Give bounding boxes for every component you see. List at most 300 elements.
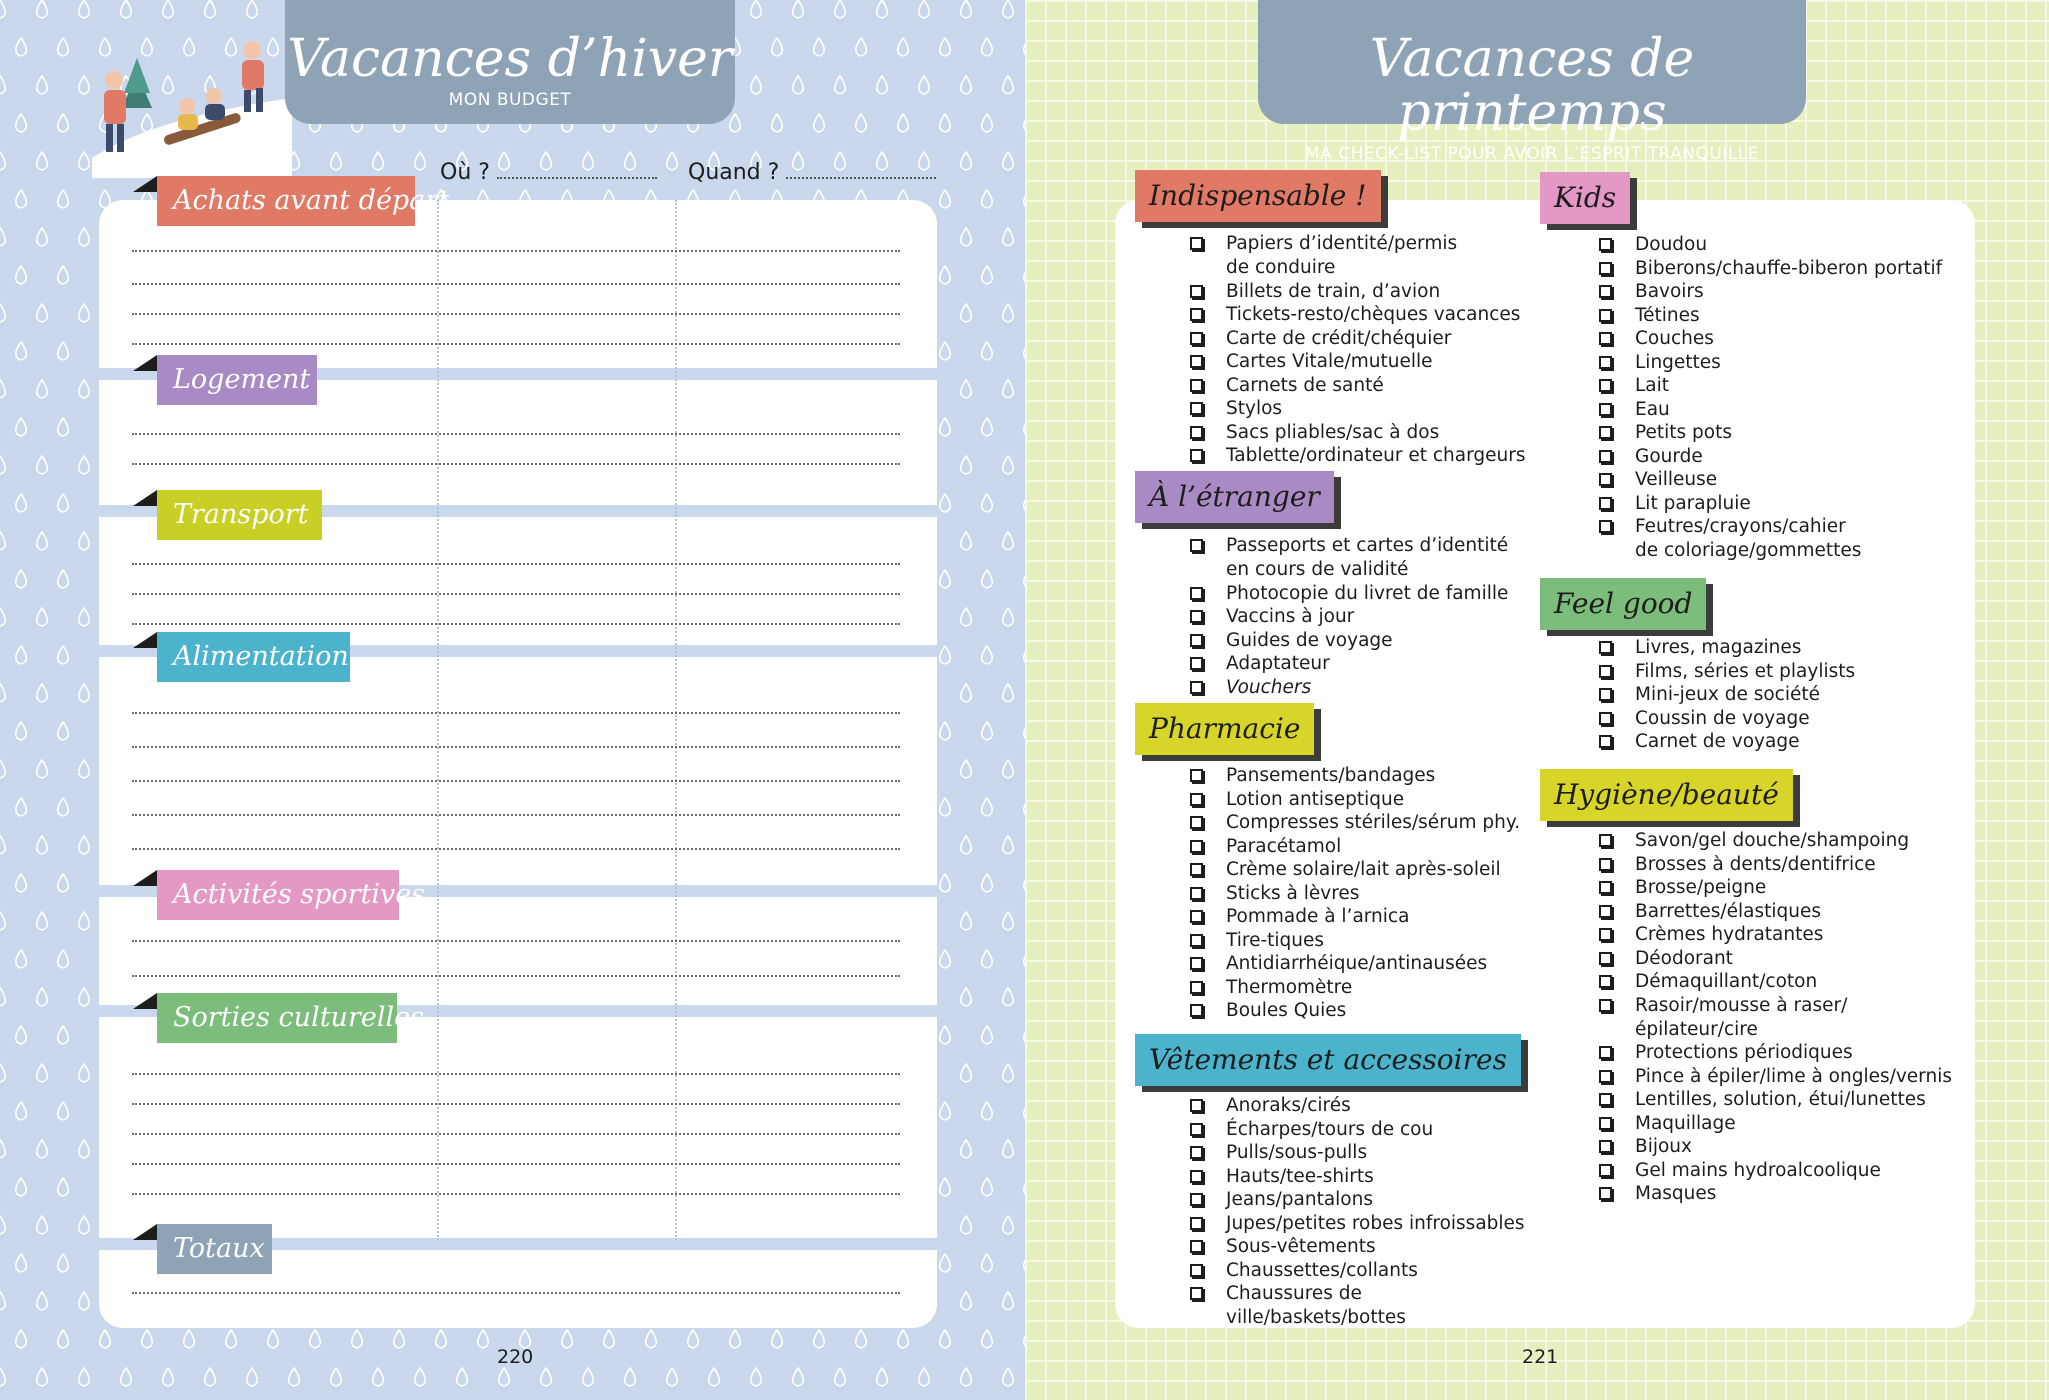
checkbox-icon[interactable] [1190,237,1203,250]
checklist-item[interactable] [1190,676,1530,700]
checkbox-icon[interactable] [1190,355,1203,368]
section-label: Logement [173,364,311,395]
checkbox-icon[interactable] [1599,641,1612,654]
checklist-item[interactable] [1190,1094,1530,1118]
checkbox-icon[interactable] [1599,1070,1612,1083]
checklist-vetements [1190,1094,1530,1330]
when-dotted-line [786,165,936,179]
raindrop [1003,1064,1014,1082]
checklist-item[interactable] [1599,876,1969,900]
budget-line[interactable] [132,1103,900,1105]
checklist-item[interactable] [1599,1065,1969,1089]
checklist-item-label: Carte de crédit/chéquier [1226,327,1452,349]
checkbox-icon[interactable] [1599,262,1612,275]
raindrop [373,1368,384,1386]
raindrop [58,418,69,436]
budget-line[interactable] [132,1193,900,1195]
checkbox-icon[interactable] [1599,356,1612,369]
raindrop [0,76,5,94]
checklist-kids [1599,233,1969,563]
raindrop [856,38,867,56]
raindrop [940,190,951,208]
raindrop [0,1064,5,1082]
checklist-item[interactable] [1599,421,1969,445]
checklist-item[interactable] [1190,1235,1530,1259]
raindrop [79,1064,90,1082]
raindrop [58,798,69,816]
checklist-item[interactable] [1599,970,1969,994]
category-kids [1540,172,1630,224]
section-ribbon-logement [157,355,317,405]
checkbox-icon[interactable] [1599,1187,1612,1200]
raindrop [940,1330,951,1348]
raindrop [835,76,846,94]
checklist-item[interactable] [1190,350,1530,374]
raindrop [583,1368,594,1386]
where-label: Où ? [440,160,490,185]
raindrop [16,1330,27,1348]
budget-line[interactable] [132,780,900,782]
checklist-item[interactable] [1599,257,1969,281]
checklist-item-label: Tablette/ordinateur et chargeurs [1226,445,1526,466]
category-indispensable [1135,170,1381,222]
checkbox-icon[interactable] [1190,587,1203,600]
checkbox-icon[interactable] [1599,881,1612,894]
raindrop [961,836,972,854]
raindrop [982,1178,993,1196]
budget-line[interactable] [132,563,900,565]
checklist-item-label: Barrettes/élastiques [1635,900,1822,922]
raindrop [982,266,993,284]
checkbox-icon[interactable] [1599,712,1612,725]
raindrop [58,1330,69,1348]
checklist-item[interactable] [1599,683,1969,707]
checklist-item[interactable] [1190,629,1530,653]
checklist-item[interactable] [1599,730,1969,754]
checklist-item[interactable] [1190,1118,1530,1142]
checklist-item-label: Sacs pliables/sac à dos [1226,421,1440,443]
budget-line[interactable] [132,283,900,285]
checklist-item-label: Eau [1635,398,1670,420]
checklist-item-label: Hauts/tee-shirts [1226,1165,1374,1187]
checklist-item[interactable] [1599,398,1969,422]
checkbox-icon[interactable] [1599,450,1612,463]
raindrop [142,1330,153,1348]
checkbox-icon[interactable] [1599,905,1612,918]
checkbox-icon[interactable] [1190,1264,1203,1277]
checkbox-icon[interactable] [1190,1123,1203,1136]
checklist-item-label: Bijoux [1635,1136,1692,1157]
checkbox-icon[interactable] [1190,681,1203,694]
page-number-left: 220 [497,1346,534,1368]
checklist-item[interactable] [1599,1135,1969,1159]
checkbox-icon[interactable] [1599,975,1612,988]
checkbox-icon[interactable] [1599,858,1612,871]
raindrop [37,608,48,626]
checklist-item[interactable] [1190,835,1530,859]
budget-line[interactable] [132,814,900,816]
checklist-item[interactable] [1599,829,1969,853]
raindrop [982,38,993,56]
checklist-item[interactable] [1599,994,1969,1042]
raindrop [961,304,972,322]
budget-line[interactable] [132,746,900,748]
checkbox-icon[interactable] [1190,1240,1203,1253]
budget-line[interactable] [132,593,900,595]
checklist-item[interactable] [1190,534,1530,582]
ribbon-fold [133,993,157,1009]
checkbox-icon[interactable] [1190,402,1203,415]
section-ribbon-achats [157,176,450,226]
checkbox-icon[interactable] [1190,379,1203,392]
raindrop [772,1330,783,1348]
raindrop [835,1368,846,1386]
checklist-item[interactable] [1190,652,1530,676]
raindrop [898,1330,909,1348]
checklist-item[interactable] [1190,397,1530,421]
raindrop [415,152,426,170]
raindrop [79,380,90,398]
raindrop [16,114,27,132]
budget-line[interactable] [132,250,900,252]
checkbox-icon[interactable] [1190,840,1203,853]
checklist-item[interactable] [1599,707,1969,731]
checkbox-icon[interactable] [1190,793,1203,806]
checkbox-icon[interactable] [1599,1093,1612,1106]
raindrop [16,798,27,816]
raindrop [247,0,258,18]
checklist-item[interactable] [1190,421,1530,445]
checklist-item[interactable] [1599,923,1969,947]
checklist-item[interactable] [1599,1112,1969,1136]
raindrop [898,114,909,132]
raindrop [37,1064,48,1082]
checkbox-icon[interactable] [1599,735,1612,748]
checkbox-icon[interactable] [1599,309,1612,322]
checklist-item[interactable] [1190,1188,1530,1212]
column-divider [675,200,677,1240]
budget-line[interactable] [132,712,900,714]
checkbox-icon[interactable] [1599,1164,1612,1177]
checklist-item-label: Démaquillant/coton [1635,971,1818,992]
ribbon-fold [133,176,157,192]
checkbox-icon[interactable] [1190,934,1203,947]
section-ribbon-activites [157,870,426,920]
checklist-item[interactable] [1599,660,1969,684]
checklist-item[interactable] [1599,351,1969,375]
checklist-item-label: Paracétamol [1226,835,1342,857]
raindrop [940,722,951,740]
raindrop [184,1330,195,1348]
checkbox-icon[interactable] [1190,981,1203,994]
raindrop [940,950,951,968]
raindrop [1003,912,1014,930]
checklist-item-label: Gel mains hydroalcoolique [1635,1159,1881,1181]
raindrop [79,76,90,94]
raindrop [730,114,741,132]
budget-line[interactable] [132,975,900,977]
budget-line[interactable] [132,343,900,345]
raindrop [856,114,867,132]
checklist-item-label: Chaussures de ville/baskets/bottes [1226,1283,1406,1328]
budget-line[interactable] [132,940,900,942]
checklist-item[interactable] [1190,374,1530,398]
checkbox-icon[interactable] [1599,426,1612,439]
checkbox-icon[interactable] [1599,952,1612,965]
checkbox-icon[interactable] [1190,769,1203,782]
checklist-item-label: Adaptateur [1226,653,1330,674]
checkbox-icon[interactable] [1190,1193,1203,1206]
when-field[interactable] [688,160,936,185]
checklist-item[interactable] [1599,233,1969,257]
page-number-right: 221 [1522,1346,1559,1368]
checkbox-icon[interactable] [1190,657,1203,670]
checklist-item[interactable] [1599,445,1969,469]
checklist-item[interactable] [1599,492,1969,516]
checklist-item-label: Protections périodiques [1635,1042,1853,1063]
checkbox-icon[interactable] [1190,1170,1203,1183]
raindrop [625,1368,636,1386]
checkbox-icon[interactable] [1599,473,1612,486]
checklist-item[interactable] [1599,515,1969,563]
checkbox-icon[interactable] [1190,1004,1203,1017]
raindrop [1003,304,1014,322]
checklist-item[interactable] [1190,605,1530,629]
checkbox-icon[interactable] [1190,816,1203,829]
checkbox-icon[interactable] [1599,1046,1612,1059]
raindrop [982,1102,993,1120]
raindrop [16,418,27,436]
raindrop [940,1178,951,1196]
checklist-item[interactable] [1599,374,1969,398]
checkbox-icon[interactable] [1599,999,1612,1012]
budget-line[interactable] [132,463,900,465]
where-field[interactable] [440,160,657,185]
raindrop [373,152,384,170]
checklist-item[interactable] [1599,1041,1969,1065]
raindrop [37,304,48,322]
checkbox-icon[interactable] [1599,834,1612,847]
raindrop [37,76,48,94]
raindrop [79,1292,90,1310]
checkbox-icon[interactable] [1599,238,1612,251]
raindrop [37,988,48,1006]
checklist-item-label: Brosses à dents/dentifrice [1635,853,1876,875]
checklist-item[interactable] [1190,905,1530,929]
raindrop [982,646,993,664]
checklist-item[interactable] [1599,327,1969,351]
checklist-item[interactable] [1190,811,1530,835]
checklist-item[interactable] [1190,788,1530,812]
checklist-item-label: Maquillage [1635,1112,1736,1134]
checklist-item-label: Boules Quies [1226,1000,1347,1021]
budget-line[interactable] [132,1292,900,1294]
checklist-item[interactable] [1190,999,1530,1023]
budget-line[interactable] [132,1073,900,1075]
checklist-item[interactable] [1190,1165,1530,1189]
checkbox-icon[interactable] [1190,887,1203,900]
checklist-item-label: Mini-jeux de société [1635,684,1821,705]
section-ribbon-totaux [157,1224,272,1274]
checklist-item-label: Carnet de voyage [1635,731,1800,752]
checklist-item[interactable] [1190,1141,1530,1165]
checklist-item[interactable] [1190,582,1530,606]
checklist-item[interactable] [1599,304,1969,328]
checklist-item[interactable] [1599,1182,1969,1206]
budget-line[interactable] [132,1133,900,1135]
raindrop [0,988,5,1006]
raindrop [0,152,5,170]
checkbox-icon[interactable] [1190,539,1203,552]
raindrop [79,912,90,930]
checklist-item-label: Crèmes hydratantes [1635,924,1824,945]
raindrop [37,1216,48,1234]
checklist-item[interactable] [1599,947,1969,971]
raindrop [37,152,48,170]
checklist-item[interactable] [1190,882,1530,906]
checkbox-icon[interactable] [1190,426,1203,439]
checkbox-icon[interactable] [1190,957,1203,970]
checklist-item-label: Lingettes [1635,351,1721,373]
raindrop [205,1368,216,1386]
checklist-item[interactable] [1599,468,1969,492]
checklist-item-label: Billets de train, d’avion [1226,280,1441,302]
checklist-item-label: Sticks à lèvres [1226,882,1360,904]
raindrop [961,456,972,474]
checklist-item[interactable] [1190,1212,1530,1236]
checklist-item-label: Couches [1635,328,1714,349]
checkbox-icon[interactable] [1599,928,1612,941]
category-pharmacie [1135,703,1314,755]
raindrop [436,1330,447,1348]
raindrop [793,76,804,94]
checklist-item[interactable] [1190,232,1530,280]
checklist-item[interactable] [1190,976,1530,1000]
raindrop [331,1368,342,1386]
checklist-item-label: Coussin de voyage [1635,707,1810,729]
checkbox-icon[interactable] [1190,610,1203,623]
budget-line[interactable] [132,1163,900,1165]
checklist-item[interactable] [1599,280,1969,304]
category-label: Pharmacie [1149,712,1301,745]
ribbon-fold [133,490,157,506]
checklist-item[interactable] [1190,929,1530,953]
checkbox-icon[interactable] [1190,910,1203,923]
raindrop [961,1292,972,1310]
raindrop [940,1102,951,1120]
raindrop [58,342,69,360]
checkbox-icon[interactable] [1190,332,1203,345]
raindrop [37,380,48,398]
raindrop [814,1330,825,1348]
checkbox-icon[interactable] [1190,285,1203,298]
checkbox-icon[interactable] [1599,379,1612,392]
raindrop [814,38,825,56]
checklist-item[interactable] [1599,636,1969,660]
raindrop [37,1368,48,1386]
budget-line[interactable] [132,313,900,315]
checklist-item[interactable] [1599,900,1969,924]
raindrop [58,1254,69,1272]
checkbox-icon[interactable] [1190,449,1203,462]
category-hygiene [1540,769,1793,821]
checkbox-icon[interactable] [1190,1146,1203,1159]
raindrop [961,0,972,18]
raindrop [0,760,5,778]
raindrop [1003,1140,1014,1158]
checklist-item[interactable] [1190,1282,1530,1330]
raindrop [940,114,951,132]
checkbox-icon[interactable] [1190,1099,1203,1112]
checkbox-icon[interactable] [1599,520,1612,533]
raindrop [604,1330,615,1348]
checkbox-icon[interactable] [1599,285,1612,298]
raindrop [1003,836,1014,854]
checklist-item-label: Guides de voyage [1226,629,1393,651]
raindrop [1003,532,1014,550]
checklist-item[interactable] [1190,444,1530,468]
checklist-item-label: Masques [1635,1183,1717,1204]
checklist-item[interactable] [1599,1088,1969,1112]
checklist-item[interactable] [1190,764,1530,788]
checkbox-icon[interactable] [1599,688,1612,701]
checkbox-icon[interactable] [1190,634,1203,647]
raindrop [16,646,27,664]
budget-line[interactable] [132,623,900,625]
checklist-item[interactable] [1190,327,1530,351]
checkbox-icon[interactable] [1599,403,1612,416]
raindrop [940,570,951,588]
checkbox-icon[interactable] [1190,1287,1203,1300]
checklist-item[interactable] [1190,1259,1530,1283]
checkbox-icon[interactable] [1599,1117,1612,1130]
checklist-item[interactable] [1599,853,1969,877]
raindrop [1003,456,1014,474]
checkbox-icon[interactable] [1599,1140,1612,1153]
raindrop [541,1368,552,1386]
checklist-item[interactable] [1190,858,1530,882]
raindrop [16,950,27,968]
section-label: Transport [173,499,309,530]
checklist-item-label: Déodorant [1635,947,1733,969]
raindrop [247,1368,258,1386]
raindrop [0,1216,5,1234]
checkbox-icon[interactable] [1599,332,1612,345]
checklist-item[interactable] [1190,952,1530,976]
checkbox-icon[interactable] [1599,665,1612,678]
raindrop [163,0,174,18]
raindrop [1003,380,1014,398]
left-page-title: Vacances d’hiver [287,29,733,89]
raindrop [310,1330,321,1348]
checkbox-icon[interactable] [1190,863,1203,876]
checklist-item-label: Rasoir/mousse à raser/épilateur/cire [1635,994,1848,1040]
checklist-item[interactable] [1190,303,1530,327]
raindrop [877,1368,888,1386]
checklist-item-label: Brosse/peigne [1635,877,1767,898]
checklist-item[interactable] [1190,280,1530,304]
checkbox-icon[interactable] [1599,497,1612,510]
checkbox-icon[interactable] [1190,308,1203,321]
raindrop [79,760,90,778]
checkbox-icon[interactable] [1190,1217,1203,1230]
raindrop [79,836,90,854]
checklist-item[interactable] [1599,1159,1969,1183]
raindrop [100,1330,111,1348]
raindrop [835,0,846,18]
budget-line[interactable] [132,433,900,435]
budget-line[interactable] [132,848,900,850]
